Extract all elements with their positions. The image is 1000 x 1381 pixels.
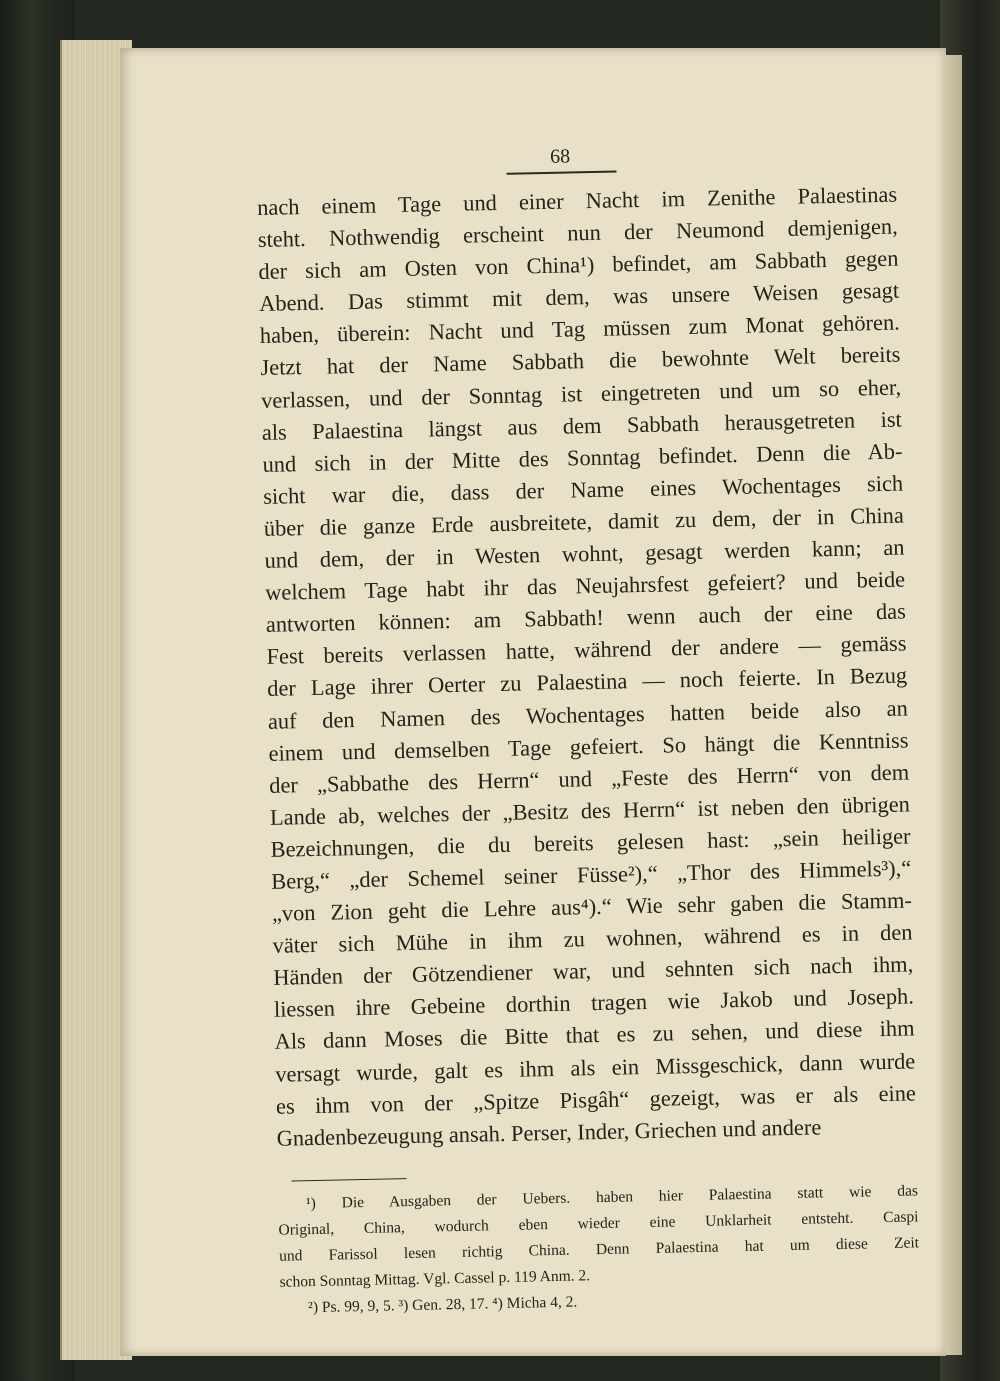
footnote-line: ²) Ps. 99, 9, 5. ³) Gen. 28, 17. ⁴) Micha 4, 2. [308,1293,578,1316]
page-number: 68 [549,145,571,168]
text-line: Gnadenbezeugung ansah. Perser, Inder, Griechen und andere [276,1114,822,1151]
text-line: der Lage ihrer Oerter zu Palaestina — noch feierte. In Bezug [266,662,908,702]
text-line: haben, überein: Nacht und Tag müssen zum Monat gehören. [259,309,900,349]
text-line: und sich in der Mitte des Sonntag befindet. Denn die Ab- [262,438,903,477]
footnote-line: und Farissol lesen richtig China. Denn Palaestina hat um diese Zeit [278,1234,920,1265]
footnotes [278,1178,921,1321]
text-line: sicht war die, dass der Name eines Wochentages sich [262,470,904,509]
text-line: „von Zion geht die Lehre aus⁴).“ Wie sehr gaben die Stamm- [271,887,913,926]
text-line: der „Sabbathe des Herrn“ und „Feste des Herrn“ von dem [268,759,910,798]
text-line: Händen der Götzendiener war, und sehnten sich nach ihm, [273,951,914,991]
body-text [257,179,917,1155]
text-line: Bezeichnungen, die du bereits gelesen hast: „sein heiliger [270,823,911,862]
text-line: auf den Namen des Wochentages hatten beide also an [267,694,909,734]
text-line: Abend. Das stimmt mit dem, was unsere Weisen gesagt [258,277,900,317]
text-line: verlassen, und der Sonntag ist eingetreten und um so eher, [260,374,902,413]
text-line: Lande ab, welches der „Besitz des Herrn“ ist neben den übrigen [269,791,911,830]
text-line: antworten können: am Sabbath! wenn auch der eine das [265,598,907,638]
footnote-line: schon Sonntag Mittag. Vgl. Cassel p. 119 Anm. 2. [279,1267,591,1291]
text-line: der sich am Osten von China¹) befindet, am Sabbath gegen [258,245,899,285]
text-line: welchem Tage habt ihr das Neujahrsfest gefeiert? und beide [264,566,906,606]
text-line: einem und demselben Tage gefeiert. So hängt die Kenntniss [268,727,909,766]
text-line: nach einem Tage und einer Nacht im Zenithe Palaestinas [256,181,898,220]
text-line: versagt wurde, galt es ihm als ein Missgeschick, dann wurde [275,1047,916,1087]
text-line: väter sich Mühe in ihm zu wohnen, während es in den [272,919,913,958]
text-line: Fest bereits verlassen hatte, während der andere — gemäss [266,630,907,670]
text-line: Jetzt hat der Name Sabbath die bewohnte Welt bereits [260,342,901,381]
text-line: als Palaestina längst aus dem Sabbath herausgetreten ist [261,406,902,445]
text-line: es ihm von der „Spitze Pisgâh“ gezeigt, was er als eine [275,1080,917,1119]
footnote-line: ¹) Die Ausgaben der Uebers. haben hier Palaestina statt wie das [305,1182,919,1212]
text-line: Berg,“ „der Schemel seiner Füsse²),“ „Thor des Himmels³),“ [271,855,912,894]
book-page [120,48,946,1356]
footnote-line: Original, China, wodurch eben wieder eine Unklarheit entsteht. Caspi [278,1208,919,1239]
text-line: Als dann Moses die Bitte that es zu sehen, und diese ihm [274,1015,915,1055]
text-line: über die ganze Erde ausbreitete, damit zu dem, der in China [263,502,905,541]
text-line: steht. Nothwendig erscheint nun der Neumond demjenigen, [257,213,898,253]
footnote-rule [292,1178,407,1181]
page-number-rule [506,170,616,174]
text-line: und dem, der in Westen wohnt, gesagt werden kann; an [264,534,905,573]
text-line: liessen ihre Gebeine dorthin tragen wie Jakob und Joseph. [273,983,915,1023]
page-content [256,139,920,1322]
